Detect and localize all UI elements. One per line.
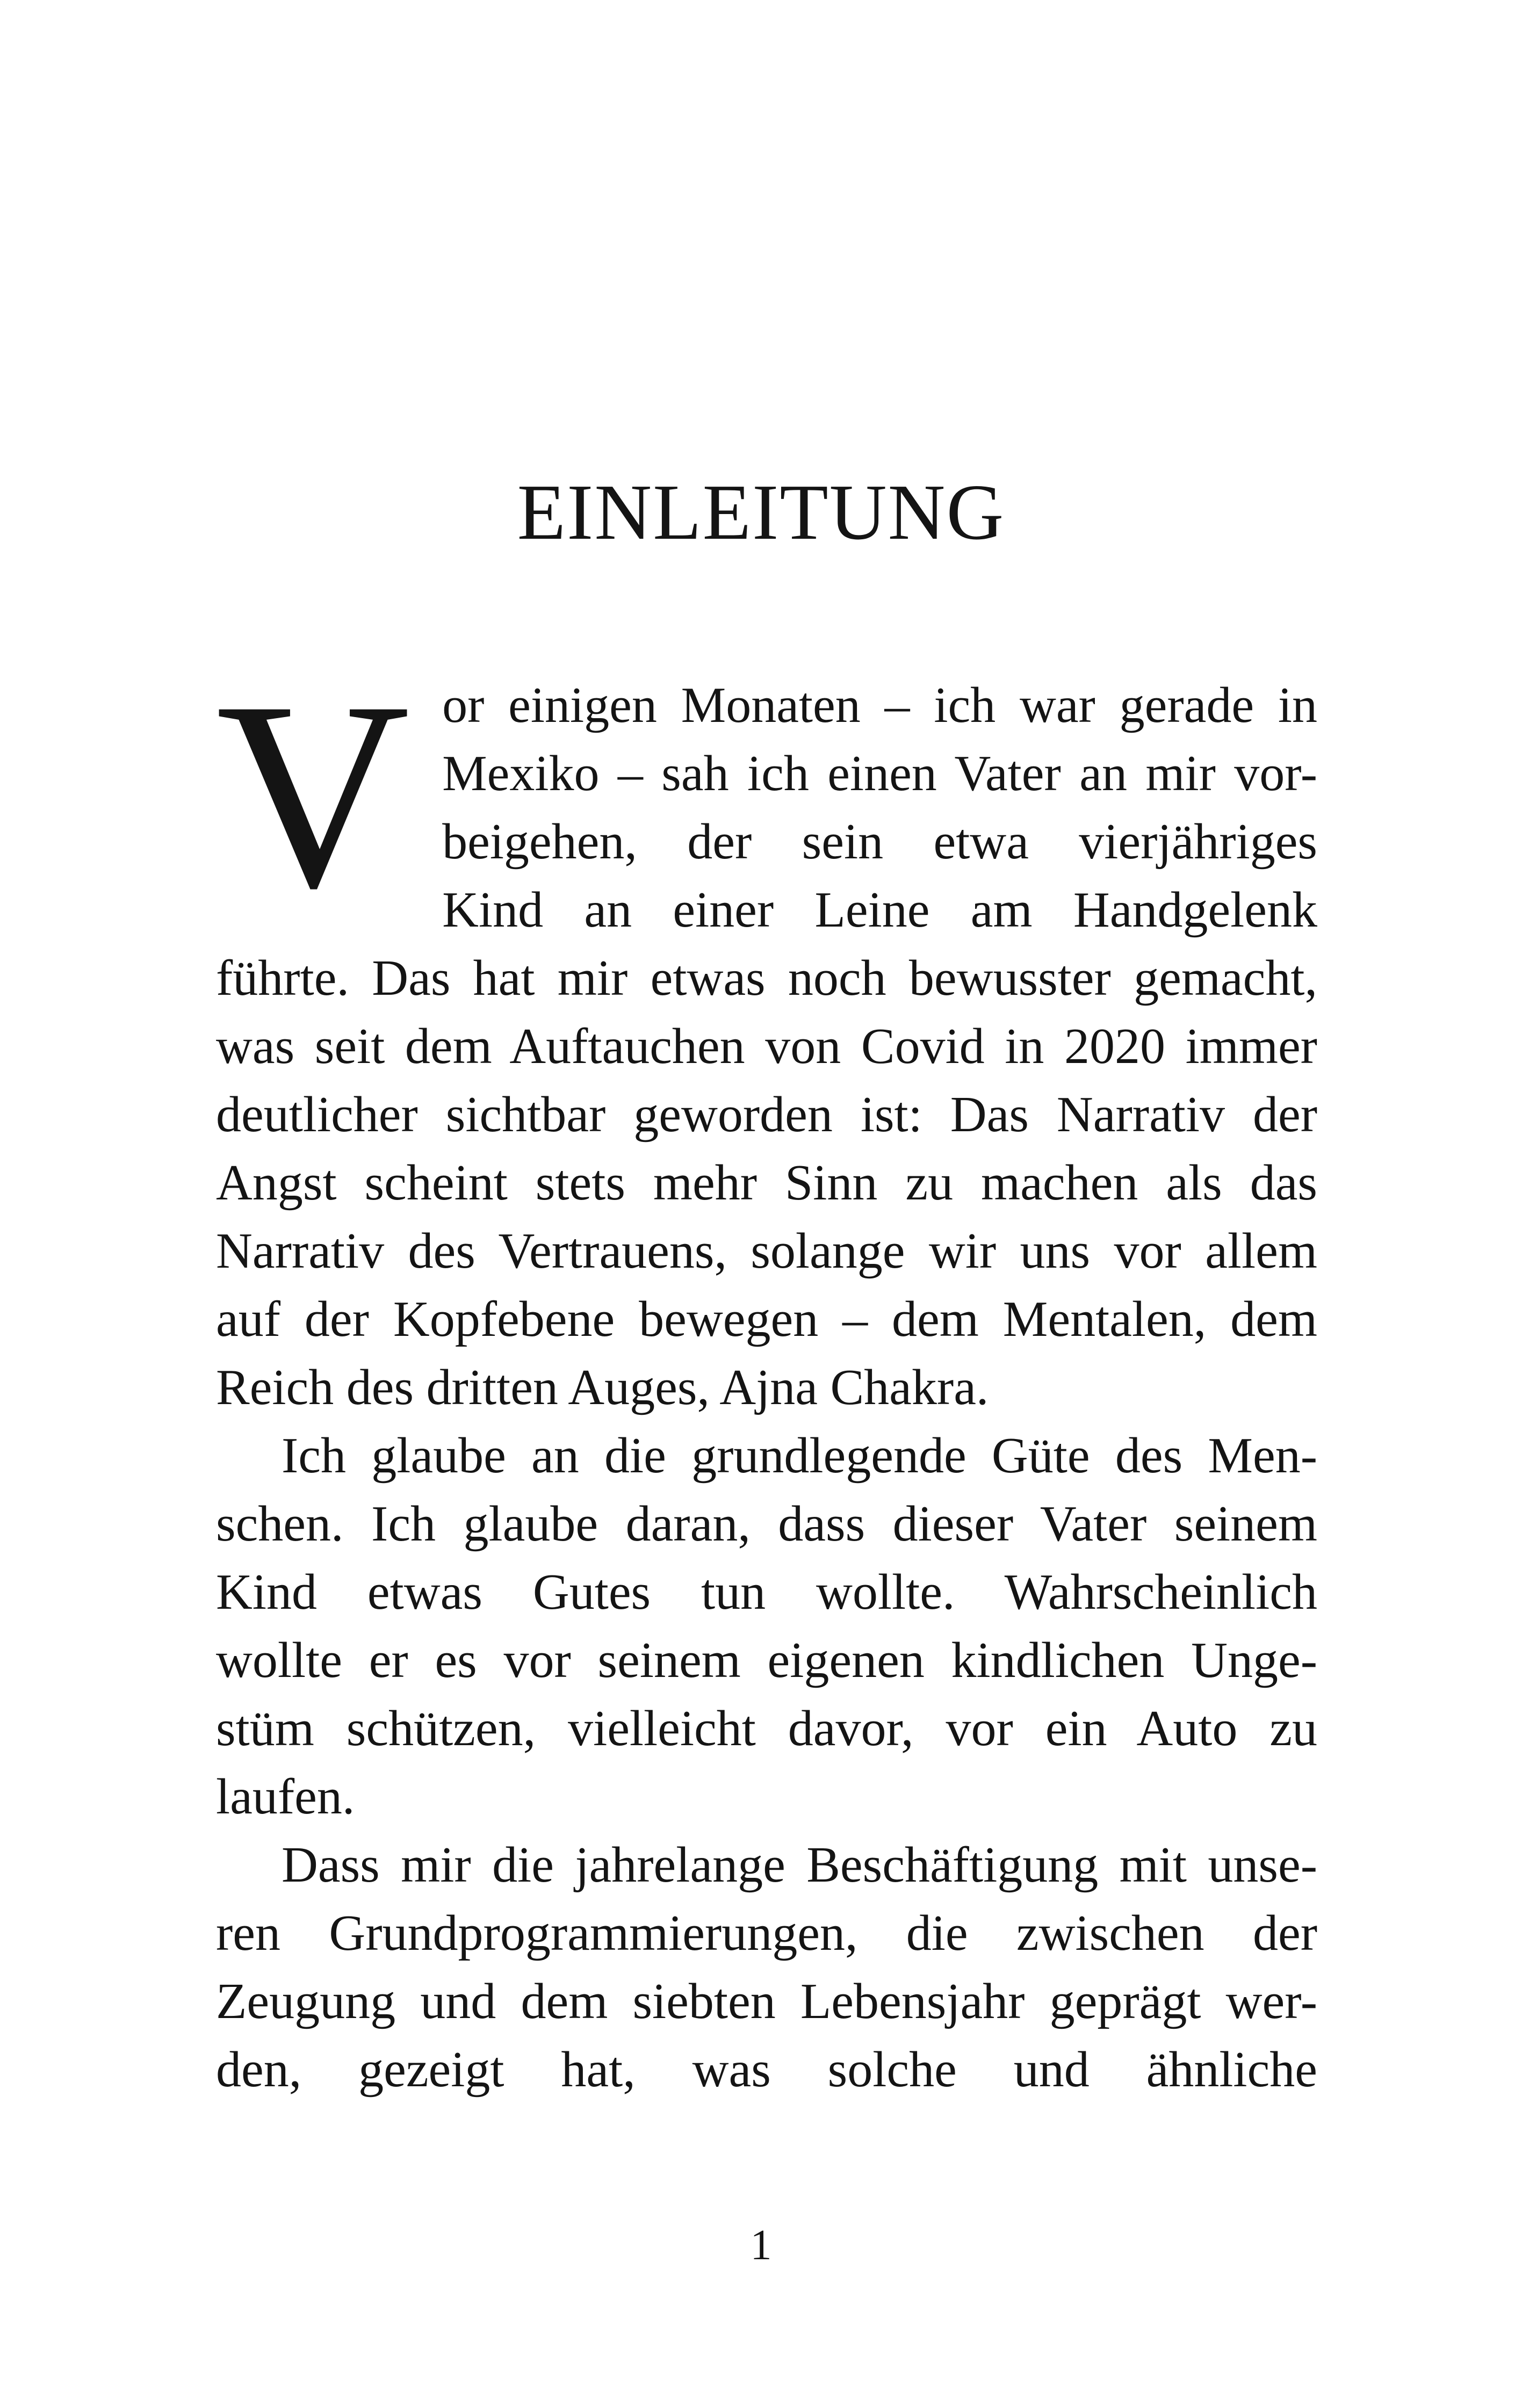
text-line: ren Grundprogrammierungen, die zwischen der bbox=[216, 1905, 1317, 1961]
paragraph-1 bbox=[216, 646, 1317, 1422]
text-line: den, gezeigt hat, was solche und ähnliche bbox=[216, 2042, 1317, 2098]
text-line: wollte er es vor seinem eigenen kindlichen Unge- bbox=[216, 1632, 1317, 1688]
text-line: Ich glaube an die grundlegende Güte des Men- bbox=[282, 1428, 1317, 1484]
text-line: Dass mir die jahrelange Beschäftigung mit unse- bbox=[282, 1837, 1317, 1893]
paragraph-2 bbox=[216, 1422, 1317, 1831]
body-text bbox=[216, 646, 1317, 2104]
page-number: 1 bbox=[750, 2222, 772, 2269]
text-line: Angst scheint stets mehr Sinn zu machen als das bbox=[216, 1155, 1317, 1211]
text-line: Reich des dritten Auges, Ajna Chakra. bbox=[216, 1360, 989, 1415]
text-line: Zeugung und dem siebten Lebensjahr geprägt wer- bbox=[216, 1973, 1317, 2029]
chapter-title: EINLEITUNG bbox=[517, 468, 1005, 556]
text-line: auf der Kopfebene bewegen – dem Mentalen, dem bbox=[216, 1291, 1317, 1347]
text-line: Narrativ des Vertrauens, solange wir uns vor allem bbox=[216, 1223, 1317, 1279]
text-line: was seit dem Auftauchen von Covid in 2020 immer bbox=[216, 1018, 1317, 1074]
text-line: laufen. bbox=[216, 1769, 355, 1825]
text-line: Kind an einer Leine am Handgelenk bbox=[442, 882, 1317, 938]
text-line: stüm schützen, vielleicht davor, vor ein Auto zu bbox=[216, 1701, 1317, 1756]
text-line: or einigen Monaten – ich war gerade in bbox=[442, 677, 1317, 733]
text-line: schen. Ich glaube daran, dass dieser Vater seinem bbox=[216, 1496, 1317, 1552]
text-line: beigehen, der sein etwa vierjähriges bbox=[442, 814, 1317, 870]
drop-cap: V bbox=[216, 646, 410, 944]
text-line: führte. Das hat mir etwas noch bewusster gemacht, bbox=[216, 950, 1317, 1006]
paragraph-3 bbox=[216, 1831, 1317, 2104]
text-line: Mexiko – sah ich einen Vater an mir vor- bbox=[442, 746, 1317, 801]
text-line: deutlicher sichtbar geworden ist: Das Narrativ der bbox=[216, 1087, 1317, 1142]
text-line: Kind etwas Gutes tun wollte. Wahrscheinlich bbox=[216, 1564, 1317, 1620]
